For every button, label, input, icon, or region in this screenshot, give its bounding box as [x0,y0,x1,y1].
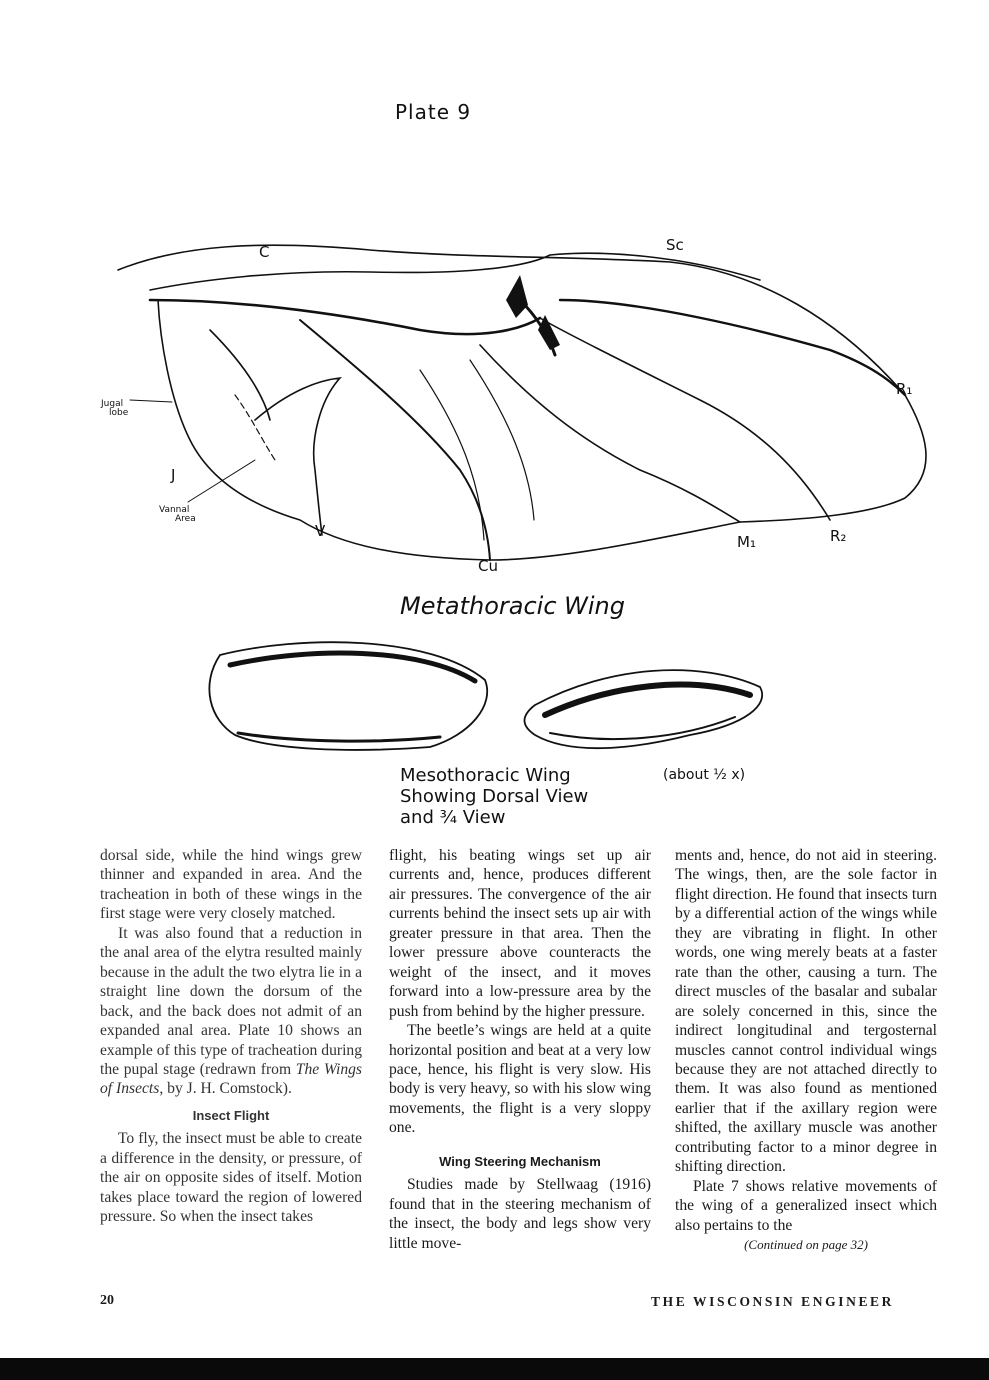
col1-paragraph-1: dorsal side, while the hind wings grew thinner and expanded in area. And the tracheation in both of these wings in the first stage were very closely matched. [100,847,362,923]
col3-paragraph-2: Plate 7 shows relative movements of the wing of a generalized insect which also pertains to the [675,1177,937,1234]
meso-caption-line1: Mesothoracic Wing [400,765,571,786]
col2-paragraph-2: The beetle’s wings are held at a quite horizontal position and beat at a very low pace, hence, his flight is very slow. His body is very heavy, so with his slow wing movements, the flight is a very sloppy one. [389,1022,651,1137]
col2-paragraph-3: Studies made by Stellwaag (1916) found that in the steering mechanism of the insect, the body and legs show very little move- [389,1176,651,1252]
col3-paragraph-1: ments and, hence, do not aid in steering. The wings, then, are the sole factor in flight direction. He found that insects turn by a differential action of the wings while they are vibrating in flight. In other words, one wing merely beats at a faster rate than the other, causing a turn. The direct muscles of the basalar and subalar are solely concerned in this, since the indirect longitudinal and tergosternal muscles cannot control individual wings because they are not attached directly to them. It was also found as mentioned earlier that if the axillary region were shifted, the axillary muscle was another contributing factor to a minor degree in shifting direction. [675,847,938,1176]
col1-paragraph-3: To fly, the insect must be able to create a difference in the density, or pressure, of the air on opposite sides of itself. Motion takes place toward the region of lowered pressure. So when the insect takes [100,1130,362,1226]
mesothoracic-wing-drawing [190,625,780,765]
heading-insect-flight: Insect Flight [192,1107,270,1123]
vein-label-c: C [259,243,270,261]
vein-label-cu: Cu [478,557,498,575]
vannal-label-line2: Area [175,514,196,524]
continued-note: (Continued on page 32) [744,1237,868,1253]
vannal-label-line1: Vannal [159,505,190,515]
col1-paragraph-2-end: , by J. H. Comstock). [159,1080,292,1098]
heading-wing-steering: Wing Steering Mechanism [439,1153,601,1169]
article-column-2 [389,846,651,1253]
plate-title: Plate 9 [395,100,472,124]
vannal-area-label [159,506,196,524]
vein-label-j: J [171,466,176,484]
article-column-1 [100,846,362,1227]
scale-note: (about ½ x) [663,767,746,783]
vein-label-m1: M₁ [737,533,756,551]
jugal-label-line1: Jugal [101,399,124,409]
col1-book-title: The Wings of Insects [100,1060,362,1098]
meso-caption-line3: and ¾ View [400,807,506,828]
col1-paragraph-2-text: It was also found that a reduction in the anal area of the elytra resulted mainly because in the adult the two elytra lie in a straight line down the dorsum of the back, and the back does not admit of an expanded anal area. Plate 10 shows an example of this type of tracheation during the pupal stage (redrawn from [100,924,362,1078]
scan-edge-bar [0,1358,989,1380]
col1-paragraph-2 [100,924,362,1099]
meso-caption-line2: Showing Dorsal View [400,786,589,807]
jugal-label-line2: lobe [109,408,129,418]
vein-label-sc: Sc [666,236,684,254]
page-number: 20 [100,1293,114,1308]
vein-label-r1: R₁ [896,380,913,398]
vein-label-r2: R₂ [830,527,847,545]
mesothoracic-caption [400,765,610,828]
vein-label-v: V [315,522,326,540]
journal-name: THE WISCONSIN ENGINEER [651,1294,895,1309]
metathoracic-caption: Metathoracic Wing [400,592,625,620]
jugal-lobe-label [101,400,128,418]
article-column-3 [675,846,937,1255]
col2-paragraph-1: flight, his beating wings set up air currents and, hence, produces different air pressures. The convergence of the air currents behind the insect sets up air with greater pressure in that area. Then the lower pressure above counteracts the weight of the insect, and it moves forward into a low-pressure area by the push from behind by the higher pressure. [389,847,651,1020]
